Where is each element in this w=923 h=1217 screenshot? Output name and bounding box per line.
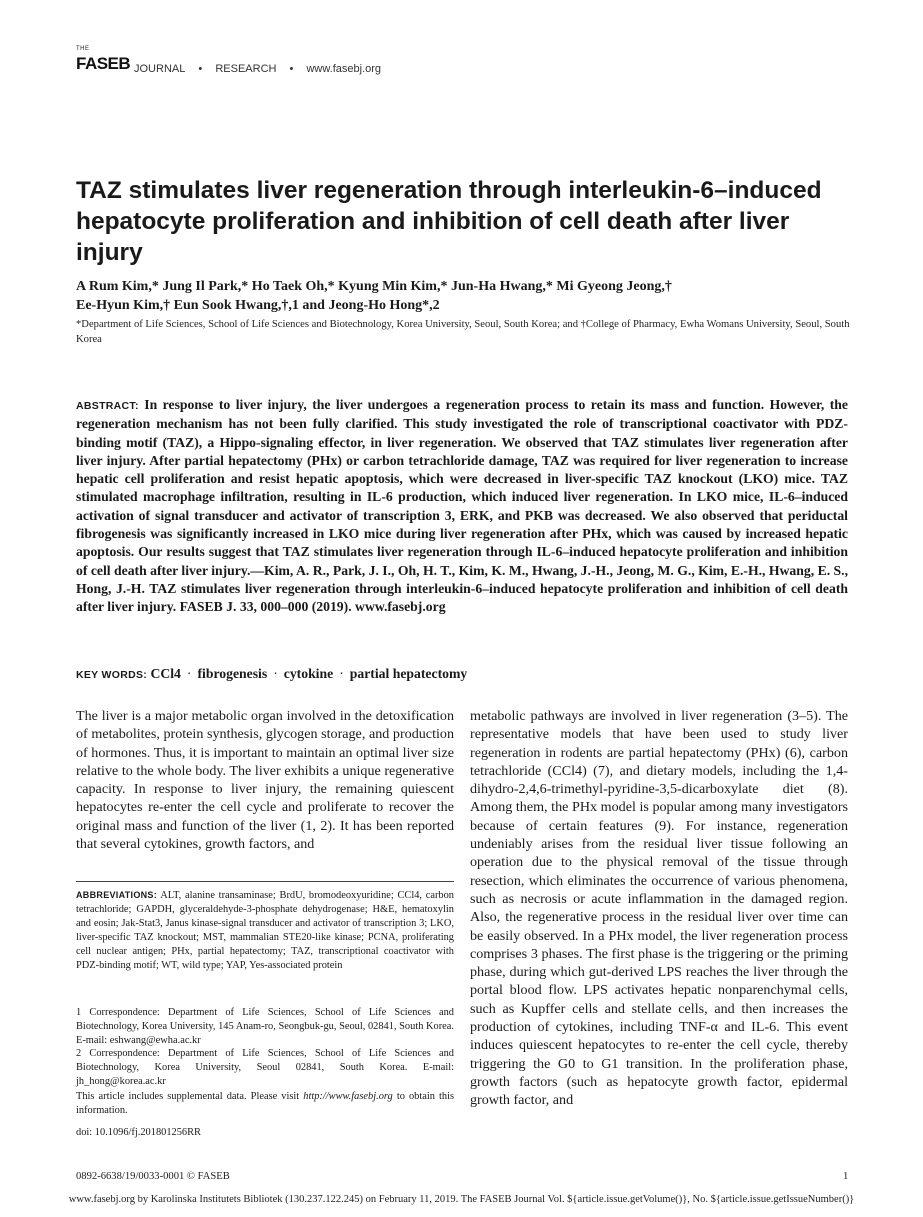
abstract-label: ABSTRACT: <box>76 400 139 412</box>
affiliations: *Department of Life Sciences, School of Life Sciences and Biotechnology, Korea University, Seoul, South Korea; and †College of Pharmacy, Ewha Womans University, Seoul, South Korea <box>76 319 850 345</box>
abbreviations-text: ALT, alanine transaminase; BrdU, bromodeoxyuridine; CCl4, carbon tetrachloride; GAPDH, glyceraldehyde-3-phosphate dehydrogenase; H&E, hematoxylin and eosin; Jak-Stat3, Janus kinase-signal transducer and activator of transcription 3; LKO, liver-specific TAZ knockout; MST, mammalian STE20-like kinase; PCNA, proliferating cell nuclear antigen; PHx, partial hepatectomy; TAZ, transcriptional coactivator with PDZ-binding motif; WT, wild type; YAP, Yes-associated protein <box>76 890 454 971</box>
keyword-item: cytokine <box>283 666 334 681</box>
keyword-item: CCl4 <box>150 666 181 681</box>
supplemental-link[interactable]: http://www.fasebj.org <box>303 1091 393 1102</box>
author-line: A Rum Kim,* Jung Il Park,* Ho Taek Oh,* Kyung Min Kim,* Jun-Ha Hwang,* Mi Gyeong Jeong,† <box>76 279 672 294</box>
author-line: Ee-Hyun Kim,† Eun Sook Hwang,†,1 and Jeong-Ho Hong*,2 <box>76 298 440 313</box>
copyright-footer: 0892-6638/19/0033-0001 © FASEB <box>76 1171 230 1182</box>
body-column-left: The liver is a major metabolic organ involved in the detoxification of metabolites, protein synthesis, glycogen storage, and production of hormones. Thus, it is important to maintain an optimal liver size relative to the whole body. The liver exhibits a unique regenerative capacity. In response to liver injury, the remaining quiescent hepatocytes re-enter the cell cycle and proliferate to recover the original mass and function of the liver (1, 2). It has been reported that several cytokines, growth factors, and <box>76 708 454 853</box>
supplemental-text-end: to obtain this information. <box>76 1091 455 1116</box>
journal-the: THE <box>76 46 90 52</box>
header-research: RESEARCH <box>215 63 277 75</box>
abstract <box>76 396 848 617</box>
article-title: TAZ stimulates liver regeneration through interleukin-6–induced hepatocyte proliferation and inhibition of cell death after liver injury <box>76 177 822 266</box>
header-website-link[interactable]: www.fasebj.org <box>306 63 382 75</box>
doi: doi: 10.1096/fj.201801256RR <box>76 1127 201 1138</box>
journal-header <box>76 46 596 78</box>
download-watermark: www.fasebj.org by Karolinska Institutets Bibliotek (130.237.122.245) on February 11, 2019. The FASEB Journal Vol. ${article.issue.getVolume()}, No. ${article.issue.getIssueNumber()} <box>68 1194 855 1205</box>
footnote-divider <box>76 881 454 882</box>
journal-header-items <box>134 63 391 75</box>
abstract-text: In response to liver injury, the liver undergoes a regeneration process to retain its mass and function. However, the regeneration mechanism has not been fully clarified. This study investigated the role of transcriptional coactivator with PDZ-binding motif (TAZ), a Hippo-signaling effector, in liver regeneration. We observed that TAZ stimulates liver regeneration after liver injury. After partial hepatectomy (PHx) or carbon tetrachloride damage, TAZ was required for liver regeneration to increase hepatic cell proliferation and resist hepatic apoptosis, which were decreased in liver-specific TAZ knockout (LKO) mice. TAZ stimulated macrophage infiltration, resulting in IL-6 production, which induced liver regeneration. In LKO mice, IL-6–induced activation of signal transducer and activator of transcription 3, ERK, and PKB was decreased. We also observed that periductal fibrogenesis was significantly increased in LKO mice during liver regeneration after PHx, which was caused by increased hepatic apoptosis. Our results suggest that TAZ stimulates liver regeneration through IL-6–induced hepatocyte proliferation and inhibition of cell death after liver injury.—Kim, A. R., Park, J. I., Oh, H. T., Kim, K. M., Hwang, J.-H., Jeong, M. G., Kim, E.-H., Hwang, E. S., Hong, J.-H. TAZ stimulates liver regeneration through interleukin-6–induced hepatocyte proliferation and inhibition of cell death after liver injury. FASEB J. 33, 000–000 (2019). www.fasebj.org <box>76 397 848 615</box>
body-column-right: metabolic pathways are involved in liver regeneration (3–5). The representative models that have been used to study liver regeneration in rodents are partial hepatectomy (PHx) (6), carbon tetrachloride (CCl4) (7), and dietary models, including the 1,4-dihydro-2,4,6-trimethyl-pyridine-3,5-dicarboxylate diet (8). Among them, the PHx model is popular among many investigators because of certain features (9). For instance, regeneration undeniably arises from the residual liver tissue following an operation due to the physical removal of the tissue through resection, which eliminates the occurrence of various phenomena, such as necrosis or acute inflammation in the damaged region. Also, the regenerative process in the residual liver over time can be easily observed. In a PHx model, the liver regeneration process comprises 3 phases. The first phase is the triggering or the priming phase, during which gut-derived LPS reaches the liver through the portal blood flow. LPS activates hepatic nonparenchymal cells, such as Kupffer cells and stellate cells, and then increases the production of cytokines, including TNF-α and IL-6. This event induces quiescent hepatocytes to re-enter the cell cycle, thereby triggering the G0 to G1 transition. In the proliferation phase, growth factors (such as hepatocyte growth factor, epidermal growth factor, and <box>470 708 848 1109</box>
keyword-item: fibrogenesis <box>197 666 268 681</box>
header-bullet: • <box>289 63 294 75</box>
supplemental-text: This article includes supplemental data. Please visit <box>76 1091 304 1102</box>
keywords: KEY WORDS: CCl4 · fibrogenesis · cytokine · partial hepatectomy <box>76 666 468 681</box>
abbreviations <box>76 888 454 973</box>
header-bullet: • <box>198 63 203 75</box>
supplemental-note <box>76 1090 454 1118</box>
header-journal: JOURNAL <box>134 63 186 75</box>
abbreviations-label: ABBREVIATIONS: <box>76 890 158 900</box>
journal-logo: FASEB <box>76 54 131 73</box>
keywords-label: KEY WORDS: <box>76 669 148 681</box>
page-number: 1 <box>843 1171 849 1182</box>
author-list <box>76 277 856 315</box>
footnote-correspondence-1: 1 Correspondence: Department of Life Sciences, School of Life Sciences and Biotechnology, Korea University, 145 Anam-ro, Seongbuk-gu, Seoul, 02841, South Korea. E-mail: eshwang@ewha.ac.kr <box>76 1007 454 1046</box>
footnote-correspondence-2: 2 Correspondence: Department of Life Sciences, School of Life Sciences and Biotechnology, Korea University, Seoul 02841, South Korea. E-mail: jh_hong@korea.ac.kr <box>76 1048 454 1087</box>
keyword-item: partial hepatectomy <box>349 666 468 681</box>
